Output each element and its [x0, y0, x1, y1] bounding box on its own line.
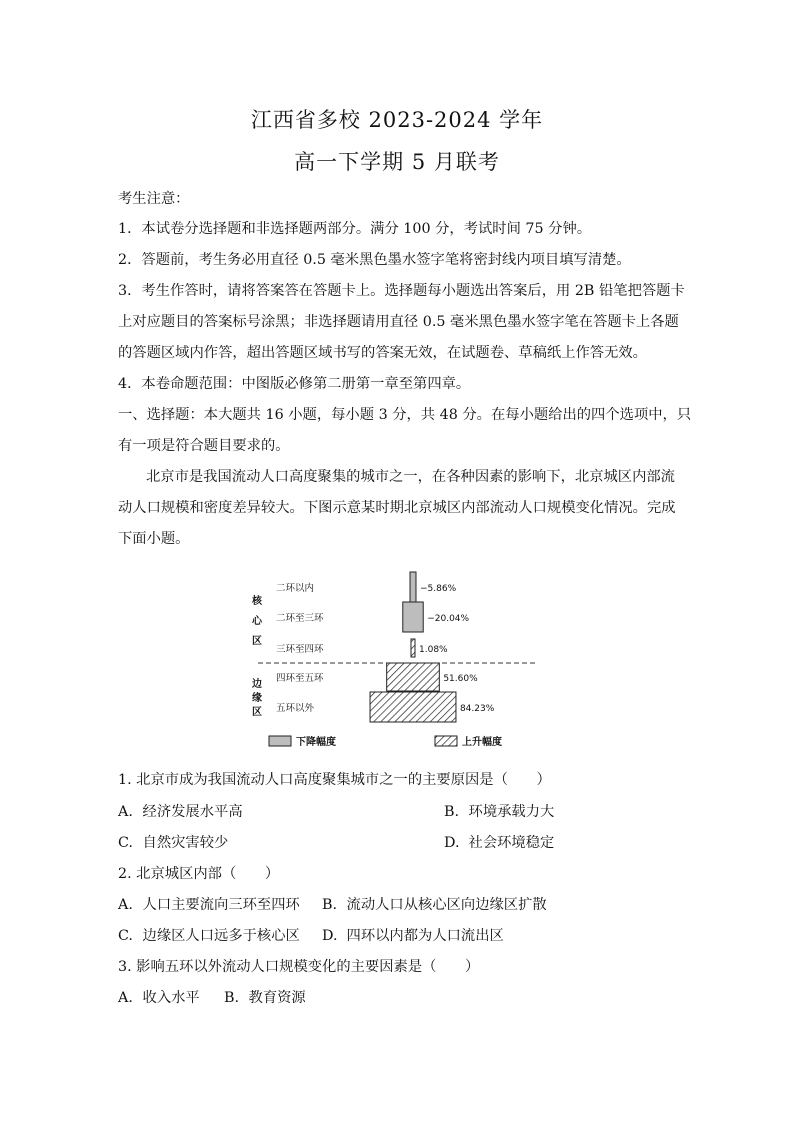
q2-option-a[interactable]: [118, 894, 300, 914]
bar-2: [403, 602, 423, 632]
option-text: 流动人口从核心区向边缘区扩散: [346, 897, 547, 913]
option-text: 边缘区人口远多于核心区: [142, 928, 300, 944]
passage-line: 下面小题。: [118, 531, 190, 547]
legend-label: 下降幅度: [296, 737, 336, 748]
note-item: 上对应题目的答案标号涂黑；非选择题请用直径 0.5 毫米黑色墨水签字笔在答题卡上各题: [118, 314, 679, 330]
q2-option-c[interactable]: [118, 925, 300, 945]
exam-title-line1: 江西省多校 2023-2024 学年: [250, 108, 544, 132]
bar-3: [411, 639, 415, 657]
category-label: 二环至三环: [276, 613, 324, 624]
category-label: 五环以外: [276, 703, 315, 714]
notes-heading: 考生注意：: [118, 191, 190, 207]
legend-label: 上升幅度: [462, 737, 502, 748]
option-text: 四环以内都为人口流出区: [346, 928, 504, 944]
value-label: 51.60%: [443, 674, 478, 684]
option-letter: C.: [118, 928, 133, 944]
legend-swatch: [435, 736, 457, 746]
value-label: −5.86%: [419, 584, 457, 594]
q3-option-b[interactable]: [224, 987, 306, 1007]
group-label-char: 心: [252, 616, 262, 627]
option-text: 人口主要流向三环至四环: [142, 897, 300, 913]
group-label-char: 缘: [252, 693, 262, 704]
group-label-char: 区: [252, 707, 262, 718]
note-item: 的答题区域内作答，超出答题区域书写的答案无效，在试题卷、草稿纸上作答无效。: [118, 345, 647, 361]
option-letter: A.: [118, 897, 133, 913]
option-letter: B.: [444, 804, 460, 820]
option-text: 社会环境稳定: [468, 835, 555, 851]
option-text: 教育资源: [248, 990, 306, 1006]
bar-5: [370, 692, 456, 722]
option-text: 自然灾害较少: [142, 835, 229, 851]
option-text: 环境承载力大: [468, 804, 555, 820]
value-label: 1.08%: [419, 645, 448, 655]
group-label-char: 核: [252, 596, 262, 607]
note-item: 2．答题前，考生务必用直径 0.5 毫米黑色墨水签字笔将密封线内项目填写清楚。: [118, 252, 631, 268]
question-2-stem: 2. 北京城区内部（ ）: [118, 866, 280, 882]
question-3-stem: 3. 影响五环以外流动人口规模变化的主要因素是（ ）: [118, 959, 480, 975]
note-item: 4．本卷命题范围：中图版必修第二册第一章至第四章。: [118, 376, 471, 392]
category-label: 四环至五环: [276, 673, 324, 684]
value-label: 84.23%: [459, 704, 495, 714]
category-label: 二环以内: [276, 583, 315, 594]
q2-option-b[interactable]: [322, 894, 547, 914]
q1-option-d[interactable]: [444, 832, 554, 852]
question-1-stem: 1. 北京市成为我国流动人口高度聚集城市之一的主要原因是（ ）: [118, 772, 551, 788]
q3-option-a[interactable]: [118, 987, 200, 1007]
group-label-char: 区: [252, 636, 262, 647]
note-item: 1．本试卷分选择题和非选择题两部分。满分 100 分，考试时间 75 分钟。: [118, 221, 592, 237]
option-letter: C.: [118, 835, 133, 851]
bar-1: [410, 572, 416, 602]
category-label: 三环至四环: [276, 644, 324, 655]
option-letter: D.: [444, 835, 460, 851]
note-item: 3．考生作答时，请将答案答在答题卡上。选择题每小题选出答案后，用 2B 铅笔把答题卡: [118, 283, 685, 299]
passage-line: 北京市是我国流动人口高度聚集的城市之一，在各种因素的影响下，北京城区内部流: [146, 469, 675, 485]
passage-line: 动人口规模和密度差异较大。下图示意某时期北京城区内部流动人口规模变化情况。完成: [118, 500, 676, 516]
option-letter: A.: [118, 990, 133, 1006]
q1-option-c[interactable]: [118, 832, 228, 852]
q1-option-a[interactable]: [118, 801, 243, 821]
legend-swatch: [269, 736, 291, 746]
exam-title-line2: 高一下学期 5 月联考: [294, 150, 500, 174]
bar-4: [387, 663, 440, 691]
section-heading: 一、选择题：本大题共 16 小题，每小题 3 分，共 48 分。在每小题给出的四个选项中，只: [118, 407, 692, 423]
option-letter: D.: [322, 928, 338, 944]
group-label-char: 边: [252, 679, 262, 690]
value-label: −20.04%: [427, 614, 470, 624]
option-letter: A.: [118, 804, 133, 820]
q1-option-b[interactable]: [444, 801, 554, 821]
option-text: 经济发展水平高: [142, 804, 243, 820]
population-change-chart: [240, 565, 560, 755]
section-heading-cont: 有一项是符合题目要求的。: [118, 438, 290, 454]
option-letter: B.: [224, 990, 240, 1006]
q2-option-d[interactable]: [322, 925, 504, 945]
option-text: 收入水平: [142, 990, 200, 1006]
option-letter: B.: [322, 897, 338, 913]
